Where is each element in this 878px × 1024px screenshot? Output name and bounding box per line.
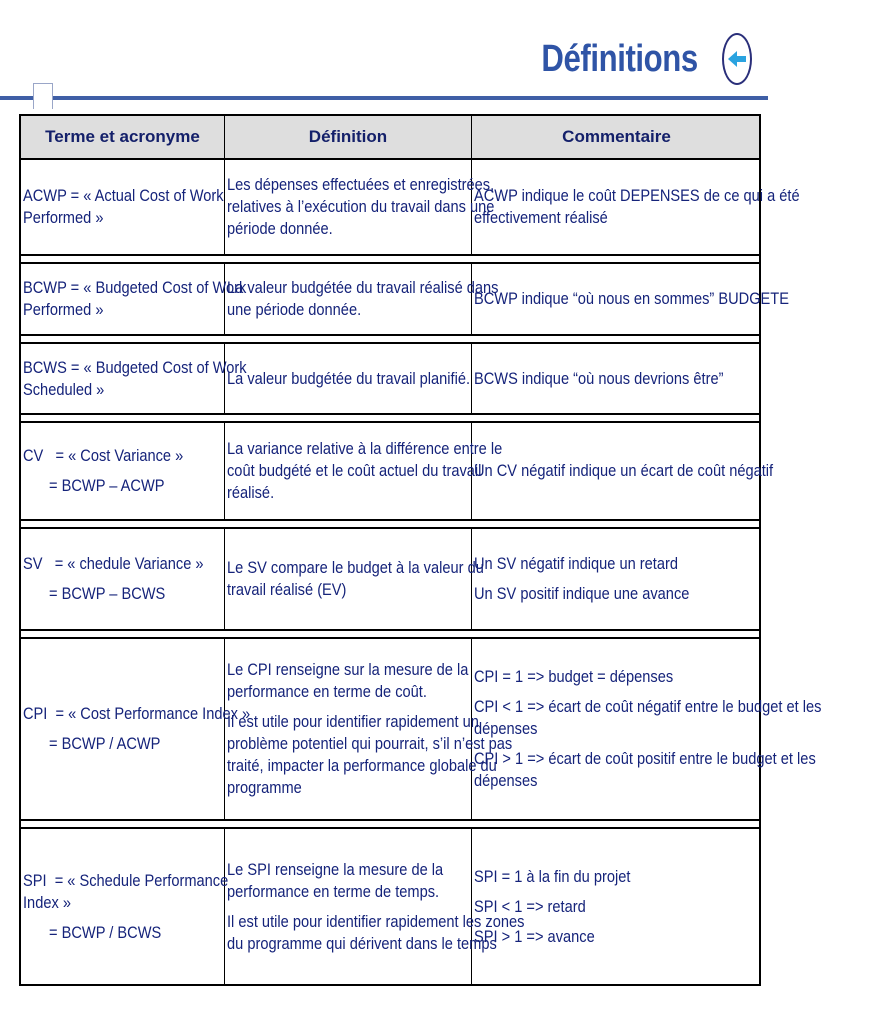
- table-row-cv-comment: [472, 423, 774, 519]
- comment-line: CPI < 1 => écart de coût négatif entre le budget et les: [474, 697, 822, 716]
- term-line: = BCWP / BCWS: [49, 922, 162, 942]
- term-line: = BCWP – ACWP: [49, 476, 165, 495]
- term-line: ACWP = « Actual Cost of Work: [23, 186, 224, 205]
- term-line: = BCWP – BCWS: [49, 584, 166, 603]
- page-title: Définitions: [541, 38, 698, 80]
- definition-line: Le SV compare le budget à la valeur du: [227, 558, 484, 577]
- term-line: BCWP = « Budgeted Cost of Work: [23, 278, 247, 297]
- table-row-cpi-comment: [472, 639, 822, 819]
- header-divider: [0, 96, 768, 100]
- definitions-table: [19, 114, 822, 986]
- column-header-comment: Commentaire: [562, 127, 671, 146]
- comment-line: BCWS indique “où nous devrions être”: [474, 368, 724, 388]
- term-line: SV = « chedule Variance »: [23, 554, 204, 573]
- row-separator: [21, 629, 759, 639]
- comment-line: SPI > 1 => avance: [474, 926, 595, 946]
- table-row-sv-term: [21, 529, 224, 629]
- table-row-acwp-term: [21, 160, 224, 254]
- row-separator: [21, 519, 759, 529]
- definition-line: période donnée.: [227, 219, 333, 238]
- term-line: SPI = « Schedule Performance: [23, 870, 229, 890]
- term-line: CPI = « Cost Performance Index »: [23, 704, 251, 723]
- comment-line: CPI > 1 => écart de coût positif entre le budget et les: [474, 749, 816, 768]
- definition-line: Le SPI renseigne la mesure de la: [227, 859, 444, 879]
- definition-line: réalisé.: [227, 483, 275, 502]
- table-row-bcwp-term: [21, 264, 247, 334]
- definition-line: traité, impacter la performance globale du: [227, 756, 497, 775]
- table-row-cv-definition: [225, 423, 503, 519]
- table-row-spi-definition: [225, 829, 525, 984]
- table-row-sv-definition: [225, 529, 484, 629]
- definition-line: La valeur budgétée du travail planifié.: [227, 368, 471, 388]
- definition-line: performance en terme de coût.: [227, 682, 427, 701]
- table-row-bcws-comment: [472, 344, 761, 413]
- comment-line: ACWP indique le coût DEPENSES de ce qui a été: [474, 186, 800, 205]
- table-row-bcwp-definition: [225, 264, 499, 334]
- definition-line: une période donnée.: [227, 300, 362, 319]
- table-row-spi-term: [21, 829, 229, 984]
- definition-line: programme: [227, 778, 302, 797]
- row-separator: [21, 413, 759, 423]
- comment-line: CPI = 1 => budget = dépenses: [474, 667, 674, 686]
- table-row-cv-term: [21, 423, 224, 519]
- comment-line: Un CV négatif indique un écart de coût négatif: [474, 461, 774, 480]
- comment-line: Un SV négatif indique un retard: [474, 554, 679, 573]
- definition-line: travail réalisé (EV): [227, 580, 347, 599]
- definition-line: du programme qui dérivent dans le temps: [227, 933, 497, 953]
- definition-line: Le CPI renseigne sur la mesure de la: [227, 660, 469, 679]
- comment-line: effectivement réalisé: [474, 208, 608, 227]
- definition-line: La variance relative à la différence entre le: [227, 439, 503, 458]
- back-button[interactable]: [722, 33, 752, 85]
- term-line: Scheduled »: [23, 379, 105, 399]
- term-line: = BCWP / ACWP: [49, 734, 161, 753]
- definition-line: problème potentiel qui pourrait, s’il n’est pas: [227, 734, 513, 753]
- term-line: Performed »: [23, 300, 104, 319]
- term-line: Index »: [23, 892, 71, 912]
- row-separator: [21, 254, 759, 264]
- definition-line: La valeur budgétée du travail réalisé dans: [227, 278, 499, 297]
- comment-line: dépenses: [474, 719, 538, 738]
- term-line: Performed »: [23, 208, 104, 227]
- row-separator: [21, 334, 759, 344]
- header-tab-marker: [33, 83, 53, 109]
- column-header-term: Terme et acronyme: [45, 127, 200, 146]
- definition-line: Il est utile pour identifier rapidement un: [227, 712, 479, 731]
- table-row-sv-comment: [472, 529, 761, 629]
- table-row-acwp-comment: [472, 160, 800, 254]
- definition-line: relatives à l’exécution du travail dans une: [227, 197, 495, 216]
- comment-line: Un SV positif indique une avance: [474, 584, 690, 603]
- definition-line: Il est utile pour identifier rapidement les zones: [227, 911, 525, 931]
- table-row-acwp-definition: [225, 160, 495, 254]
- table-row-spi-comment: [472, 829, 761, 984]
- arrow-left-icon: [725, 47, 749, 71]
- row-separator: [21, 819, 759, 829]
- comment-line: dépenses: [474, 771, 538, 790]
- comment-line: BCWP indique “où nous en sommes” BUDGETE: [474, 289, 790, 308]
- table-header: [21, 116, 759, 160]
- table-row-bcws-definition: [225, 344, 471, 413]
- definition-line: performance en terme de temps.: [227, 881, 440, 901]
- table-row-bcws-term: [21, 344, 247, 413]
- table-row-cpi-term: [21, 639, 251, 819]
- definition-line: coût budgété et le coût actuel du travail: [227, 461, 482, 480]
- term-line: BCWS = « Budgeted Cost of Work: [23, 357, 247, 377]
- definition-line: Les dépenses effectuées et enregistrées,: [227, 175, 495, 194]
- comment-line: SPI = 1 à la fin du projet: [474, 866, 631, 886]
- column-header-definition: Définition: [308, 127, 388, 146]
- comment-line: SPI < 1 => retard: [474, 896, 586, 916]
- table-row-bcwp-comment: [472, 264, 790, 334]
- term-line: CV = « Cost Variance »: [23, 446, 184, 465]
